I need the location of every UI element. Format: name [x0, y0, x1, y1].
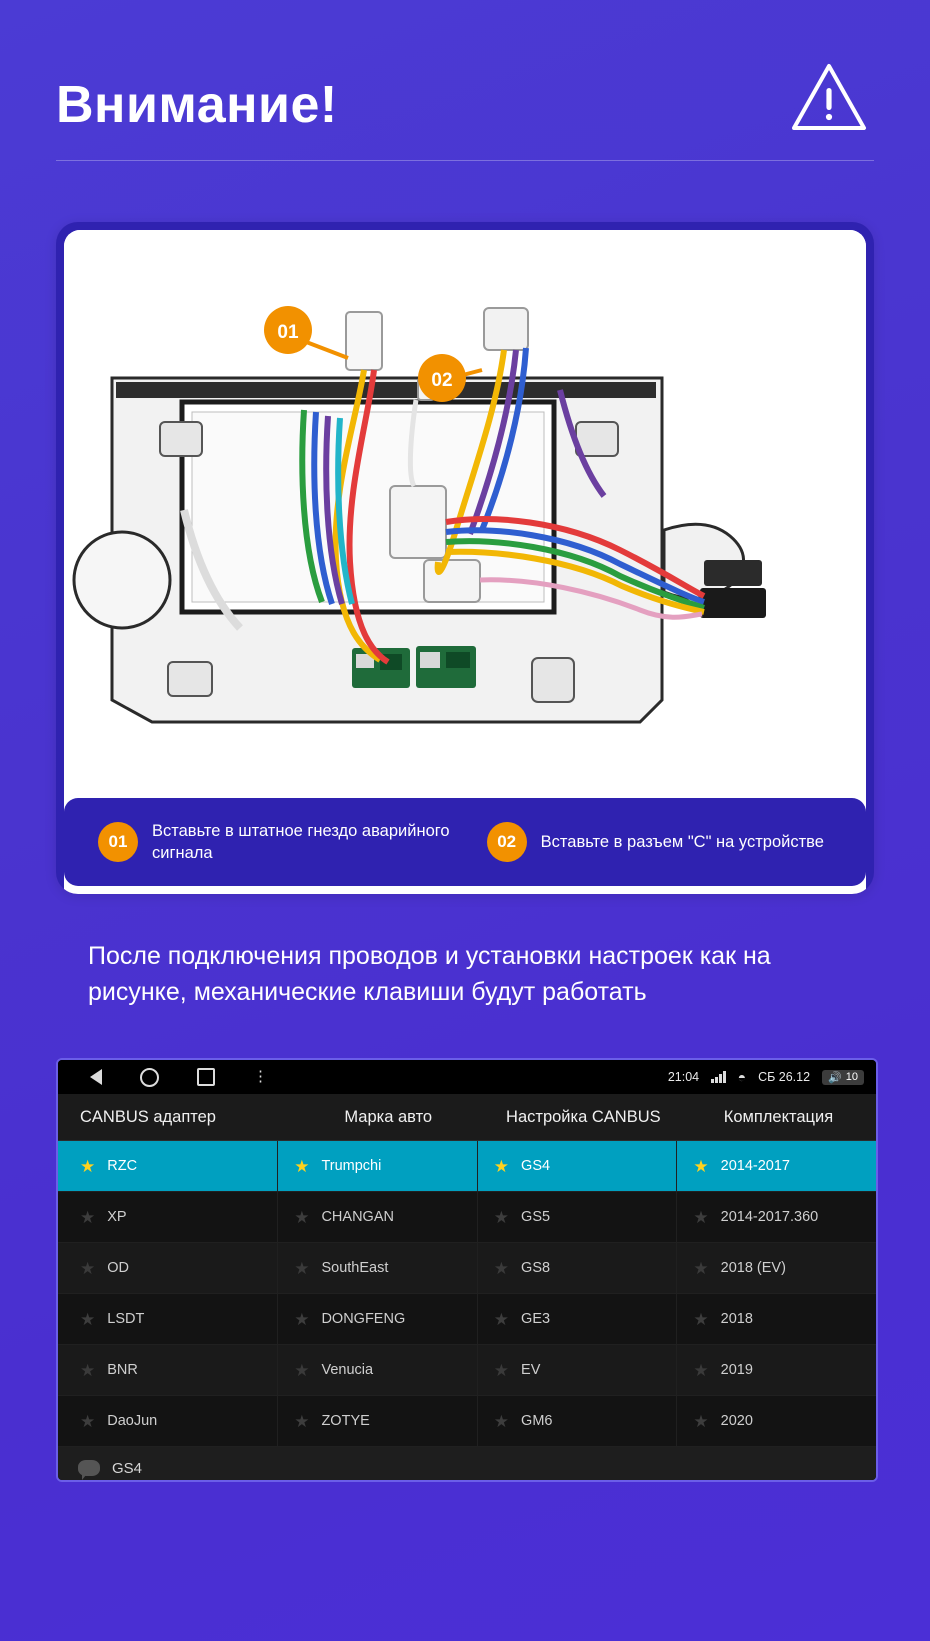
home-circle-icon[interactable] [140, 1068, 159, 1087]
star-icon: ★ [80, 1258, 96, 1278]
table-cell[interactable] [677, 1294, 876, 1344]
star-icon: ★ [493, 1309, 510, 1329]
table-body [58, 1141, 876, 1447]
star-icon: ★ [693, 1309, 709, 1329]
column-header-car-brand: Марка авто [344, 1107, 433, 1126]
table-cell[interactable] [58, 1141, 278, 1191]
table-cell[interactable] [677, 1243, 876, 1293]
chat-bubble-icon [78, 1460, 100, 1476]
cell-label: 2018 [720, 1311, 753, 1327]
table-cell[interactable] [677, 1345, 876, 1395]
wifi-icon: ◓ [737, 1069, 747, 1085]
star-icon: ★ [294, 1309, 310, 1329]
volume-icon: 🔊 [828, 1071, 842, 1084]
table-cell[interactable] [478, 1396, 678, 1446]
cell-label: GM6 [521, 1413, 553, 1429]
bottom-bar-label: GS4 [112, 1459, 143, 1477]
cell-label: BNR [107, 1362, 138, 1378]
table-row[interactable] [58, 1192, 876, 1243]
table-cell[interactable] [478, 1294, 678, 1344]
star-icon: ★ [693, 1156, 709, 1176]
cell-label: CHANGAN [321, 1209, 394, 1225]
instruction-subtitle: После подключения проводов и установки настроек как на рисунке, механические клавиши будут работать [88, 942, 771, 1007]
table-cell[interactable] [278, 1141, 478, 1191]
table-cell[interactable] [278, 1243, 478, 1293]
legend-bar [64, 798, 866, 886]
cell-label: Venucia [321, 1362, 374, 1378]
table-cell[interactable] [278, 1294, 478, 1344]
callout-markers [64, 230, 866, 810]
star-icon: ★ [294, 1411, 310, 1431]
table-cell[interactable] [278, 1396, 478, 1446]
cell-label: RZC [107, 1158, 138, 1174]
page-header [56, 50, 874, 160]
legend-text-02: Вставьте в разъем "C" на устройстве [540, 832, 824, 851]
cell-label: XP [107, 1209, 127, 1225]
column-header-equipment: Комплектация [723, 1107, 834, 1126]
table-cell[interactable] [278, 1192, 478, 1242]
cell-label: 2020 [720, 1413, 753, 1429]
cell-label: EV [521, 1362, 541, 1378]
cell-label: 2019 [720, 1362, 753, 1378]
wiring-harness-photo [64, 230, 866, 894]
legend-item-02 [453, 822, 866, 862]
star-icon: ★ [493, 1411, 510, 1431]
cell-label: SouthEast [321, 1260, 389, 1276]
svg-text:02: 02 [431, 370, 453, 391]
star-icon: ★ [493, 1207, 510, 1227]
star-icon: ★ [693, 1207, 709, 1227]
table-cell[interactable] [677, 1192, 876, 1242]
legend-badge-02: 02 [487, 822, 527, 862]
table-row[interactable] [58, 1141, 876, 1192]
cell-label: GS8 [521, 1260, 551, 1276]
table-cell[interactable] [278, 1345, 478, 1395]
cell-label: Trumpchi [321, 1158, 382, 1174]
warning-triangle-icon [790, 58, 868, 136]
cell-label: 2014-2017.360 [720, 1209, 819, 1225]
table-header [58, 1094, 876, 1141]
device-screenshot [56, 1058, 878, 1482]
instruction-card [56, 222, 874, 894]
volume-level: 10 [845, 1071, 858, 1083]
cell-label: ZOTYE [321, 1413, 370, 1429]
table-row[interactable] [58, 1243, 876, 1294]
status-time: 21:04 [667, 1070, 700, 1084]
cell-label: GS5 [521, 1209, 551, 1225]
status-date: СБ 26.12 [758, 1070, 811, 1084]
page-title: Внимание! [56, 76, 338, 134]
table-row[interactable] [58, 1345, 876, 1396]
star-icon: ★ [493, 1360, 510, 1380]
cell-label: 2014-2017 [720, 1158, 790, 1174]
android-status-bar [58, 1060, 876, 1094]
star-icon: ★ [693, 1258, 709, 1278]
overflow-menu-icon[interactable]: ⋮ [253, 1068, 269, 1085]
star-icon: ★ [493, 1156, 510, 1176]
star-icon: ★ [693, 1360, 709, 1380]
cell-label: 2018 (EV) [720, 1260, 786, 1276]
cell-label: DONGFENG [321, 1311, 406, 1327]
table-cell[interactable] [58, 1345, 278, 1395]
star-icon: ★ [80, 1156, 96, 1176]
table-cell[interactable] [478, 1345, 678, 1395]
column-header-canbus-setting: Настройка CANBUS [506, 1107, 661, 1126]
recent-square-icon[interactable] [197, 1068, 215, 1086]
star-icon: ★ [294, 1258, 310, 1278]
star-icon: ★ [294, 1207, 310, 1227]
table-cell[interactable] [478, 1192, 678, 1242]
star-icon: ★ [80, 1360, 96, 1380]
volume-indicator[interactable] [822, 1070, 864, 1085]
table-cell[interactable] [58, 1243, 278, 1293]
star-icon: ★ [693, 1411, 709, 1431]
column-header-canbus-adapter: CANBUS адаптер [80, 1107, 216, 1126]
star-icon: ★ [80, 1207, 96, 1227]
table-cell[interactable] [677, 1396, 876, 1446]
star-icon: ★ [294, 1360, 310, 1380]
legend-badge-01: 01 [98, 822, 138, 862]
table-cell[interactable] [58, 1396, 278, 1446]
table-cell[interactable] [677, 1141, 876, 1191]
table-row[interactable] [58, 1294, 876, 1345]
back-triangle-icon[interactable] [90, 1069, 102, 1085]
svg-text:01: 01 [277, 322, 299, 343]
table-cell[interactable] [478, 1243, 678, 1293]
cell-label: GS4 [521, 1158, 551, 1174]
signal-bars-icon [711, 1071, 726, 1083]
legend-text-01: Вставьте в штатное гнездо аварийного сигнала [152, 821, 450, 862]
star-icon: ★ [80, 1411, 96, 1431]
table-cell[interactable] [58, 1192, 278, 1242]
cell-label: LSDT [107, 1311, 145, 1327]
table-row[interactable] [58, 1396, 876, 1447]
table-cell[interactable] [58, 1294, 278, 1344]
legend-item-01 [64, 820, 453, 865]
star-icon: ★ [294, 1156, 310, 1176]
cell-label: DaoJun [107, 1413, 158, 1429]
star-icon: ★ [493, 1258, 510, 1278]
star-icon: ★ [80, 1309, 96, 1329]
cell-label: OD [107, 1260, 129, 1276]
header-divider [56, 160, 874, 161]
table-cell[interactable] [478, 1141, 678, 1191]
device-bottom-bar[interactable] [58, 1447, 876, 1482]
cell-label: GE3 [521, 1311, 551, 1327]
